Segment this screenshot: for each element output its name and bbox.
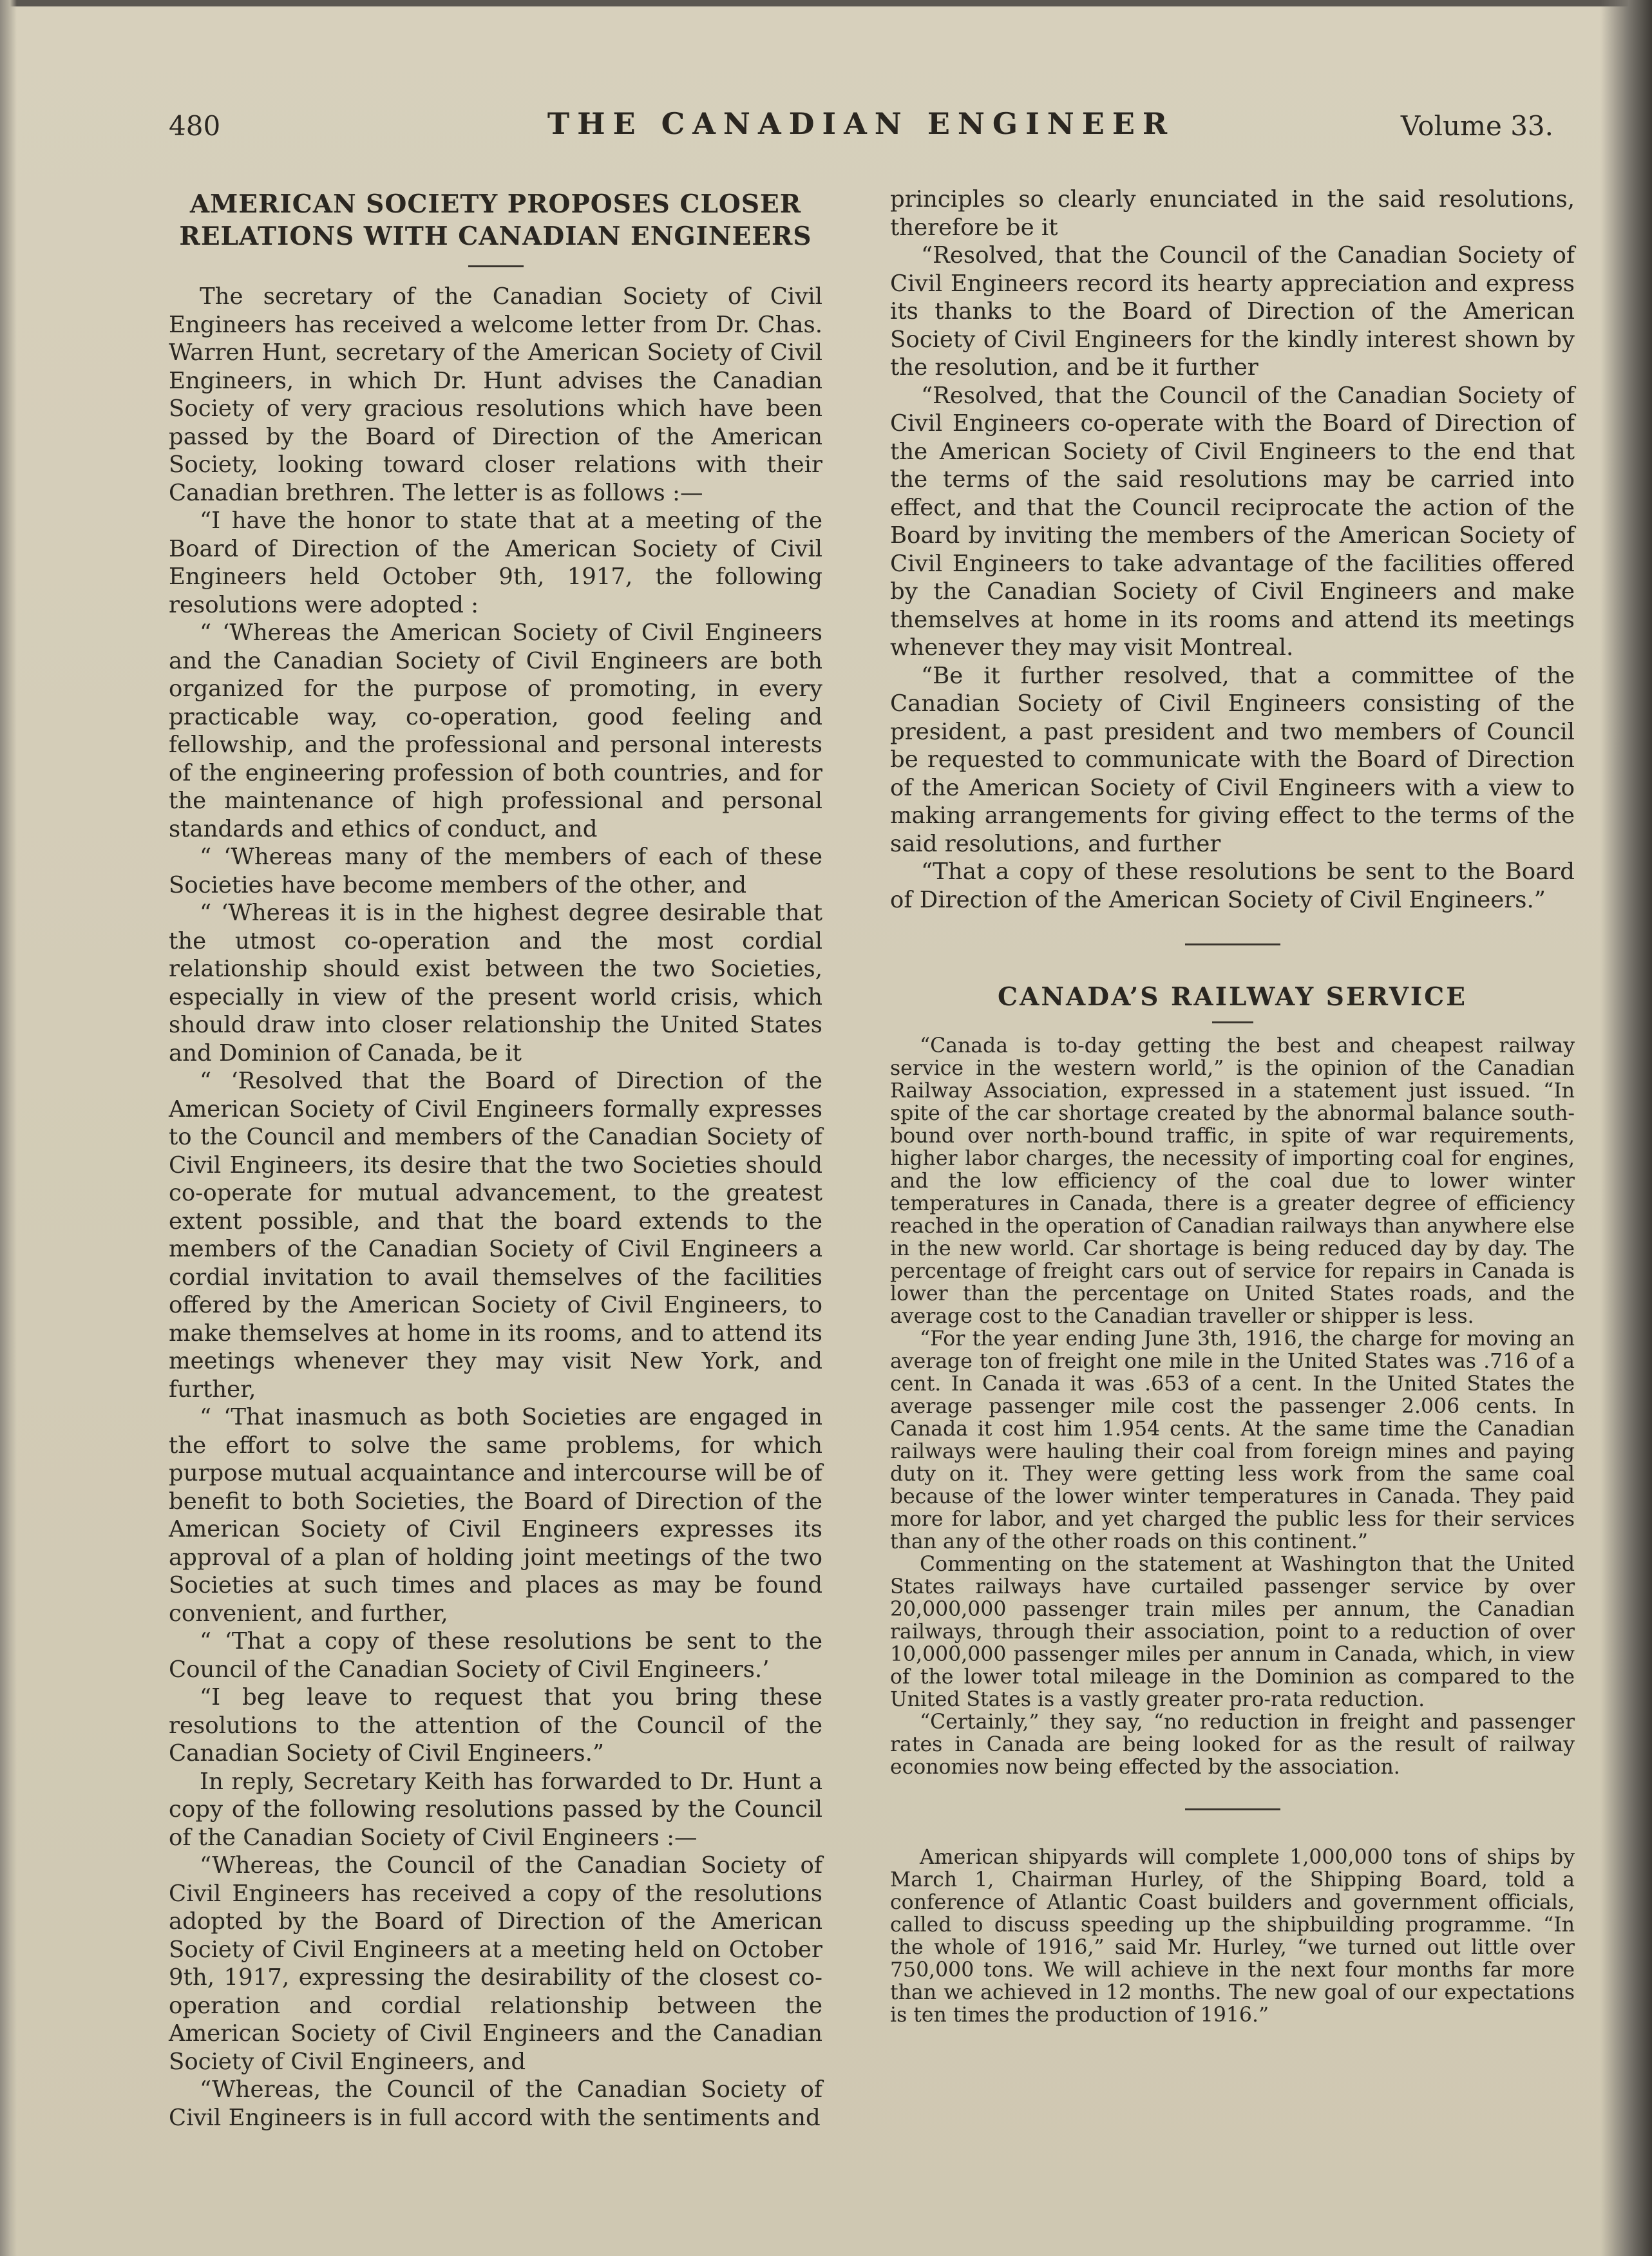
paragraph: “ ‘Whereas the American Society of Civil Engineers and the Canadian Society of Civil Engineers are both organized for the purpose of promoting, in every practicable way, co-operation, good feeling and fellowship, and the professional and personal interests of the engineering profession of both countries, and for the maintenance of high professional and personal standards and ethics of conduct, and [169,620,822,842]
paragraph: “Be it further resolved, that a committee of the Canadian Society of Civil Engineers consisting of the president, a past president and two members of Council be requested to communicate with the Board of Direction of the American Society of Civil Engineers with a view to making arrangements for giving effect to the terms of the said resolutions, and further [890,662,1575,857]
headline-rule [1212,1021,1253,1023]
paragraph: “Certainly,” they say, “no reduction in freight and passenger rates in Canada are being looked for as the result of railway economies now being effected by the association. [890,1711,1575,1779]
paragraph: “Whereas, the Council of the Canadian Society of Civil Engineers has received a copy of the resolutions adopted by the Board of Direction of the American Society of Civil Engineers at a meeting held on October 9th, 1917, expressing the desirability of the closest co-operation and cordial relationship between the American Society of Civil Engineers and the Canadian Society of Civil Engineers, and [169,1852,822,2075]
paragraph: “I have the honor to state that at a meeting of the Board of Direction of the American Society of Civil Engineers held October 9th, 1917, the following resolutions were adopted : [169,507,822,618]
article-body-small [890,1035,1575,2027]
section-divider [1185,1808,1280,1810]
running-head [169,106,1553,151]
paragraph: The secretary of the Canadian Society of Civil Engineers has received a welcome letter from Dr. Chas. Warren Hunt, secretary of the American Society of Civil Engineers, in which Dr. Hunt advises the Canadian Society of very gracious resolutions which have been passed by the Board of Direction of the American Society, looking toward closer relations with their Canadian brethren. The letter is as follows :— [169,283,822,506]
paragraph: “Canada is to-day getting the best and cheapest railway service in the western world,” is the opinion of the Canadian Railway Association, expressed in a statement just issued. “In spite of the car shortage created by the abnormal balance south-bound over north-bound traffic, in spite of war requirements, higher labor charges, the necessity of importing coal for engines, and the low efficiency of the coal due to lower winter temperatures in Canada, there is a greater degree of efficiency reached in the operation of Canadian railways than anywhere else in the new world. Car shortage is being reduced day by day. The percentage of freight cars out of service for repairs in Canada is lower than the percentage on United States roads, and the average cost to the Canadian traveller or shipper is less. [890,1034,1575,1328]
scan-left-edge [0,0,17,2256]
article-headline: AMERICAN SOCIETY PROPOSES CLOSER RELATIONS WITH CANADIAN ENGINEERS [179,189,812,251]
paragraph: “Whereas, the Council of the Canadian Society of Civil Engineers is in full accord with the sentiments and [169,2076,822,2131]
journal-title: THE CANADIAN ENGINEER [547,106,1175,141]
paragraph: “For the year ending June 3th, 1916, the charge for moving an average ton of freight one mile in the United States was .716 of a cent. In Canada it was .653 of a cent. In the United States the average passenger mile cost the passenger 2.006 cents. In Canada it cost him 1.954 cents. At the same time the Canadian railways were hauling their coal from foreign mines and paying duty on it. They were getting less work from the same coal because of the lower winter temperatures in Canada. They paid more for labor, and yet charged the public less for their services than any of the other roads on this continent.” [890,1327,1575,1553]
paragraph: “I beg leave to request that you bring these resolutions to the attention of the Council of the Canadian Society of Civil Engineers.” [169,1684,822,1767]
page-number: 480 [169,110,221,142]
headline-rule [468,265,524,267]
scan-top-edge [0,0,1652,6]
paragraph: “ ‘Whereas many of the members of each of these Societies have become members of the other, and [169,844,822,898]
paragraph: “That a copy of these resolutions be sent to the Board of Direction of the American Society of Civil Engineers.” [890,858,1575,913]
scan-right-edge [1600,0,1652,2256]
paragraph: “ ‘That inasmuch as both Societies are engaged in the effort to solve the same problems, for which purpose mutual acquaintance and intercourse will be of benefit to both Societies, the Board of Direction of the American Society of Civil Engineers expresses its approval of a plan of holding joint meetings of the two Societies at such times and places as may be found convenient, and further, [169,1404,822,1627]
article-headline: CANADA’S RAILWAY SERVICE [998,982,1467,1012]
paragraph: Commenting on the statement at Washington that the United States railways have curtailed passenger service by over 20,000,000 passenger train miles per annum, the Canadian railways, through their association, point to a reduction of over 10,000,000 passenger miles per annum in Canada, which, in view of the lower total mileage in the Dominion as compared to the United States is a vastly greater pro-rata reduction. [890,1553,1575,1711]
paragraph: “Resolved, that the Council of the Canadian Society of Civil Engineers co-operate with the Board of Direction of the American Society of Civil Engineers to the end that the terms of the said resolutions may be carried into effect, and that the Council reciprocate the action of the Board by inviting the members of the American Society of Civil Engineers to take advantage of the facilities offered by the Canadian Society of Civil Engineers and make themselves at home in its rooms and attend its meetings whenever they may visit Montreal. [890,382,1575,661]
paragraph: “ ‘Resolved that the Board of Direction of the American Society of Civil Engineers formally expresses to the Council and members of the Canadian Society of Civil Engineers, its desire that the two Societies should co-operate for mutual advancement, to the greatest extent possible, and that the board extends to the members of the Canadian Society of Civil Engineers a cordial invitation to avail themselves of the facilities offered by the American Society of Civil Engineers, to make themselves at home in its rooms, and to attend its meetings whenever they may visit New York, and further, [169,1068,822,1403]
paragraph: “Resolved, that the Council of the Canadian Society of Civil Engineers record its hearty appreciation and express its thanks to the Board of Direction of the American Society of Civil Engineers for the kindly interest shown by the resolution, and be it further [890,242,1575,381]
paragraph: “ ‘Whereas it is in the highest degree desirable that the utmost co-operation and the most cordial relationship should exist between the two Societies, especially in view of the present world crisis, which should draw into closer relationship the United States and Dominion of Canada, be it [169,900,822,1066]
left-column [169,180,822,2132]
filler-paragraph: American shipyards will complete 1,000,000 tons of ships by March 1, Chairman Hurley, of the Shipping Board, told a conference of Atlantic Coast builders and government officials, called to discuss speeding up the shipbuilding programme. “In the whole of 1916,” said Mr. Hurley, “we turned out little over 750,000 tons. We will achieve in the next four months far more than we achieved in 12 months. The new goal of our expectations is ten times the production of 1916.” [890,1846,1575,2027]
paragraph: principles so clearly enunciated in the said resolutions, therefore be it [890,186,1575,241]
paragraph: “ ‘That a copy of these resolutions be sent to the Council of the Canadian Society of Civil Engineers.’ [169,1628,822,1683]
volume-label: Volume 33. [1400,110,1553,142]
paragraph: In reply, Secretary Keith has forwarded to Dr. Hunt a copy of the following resolutions passed by the Council of the Canadian Society of Civil Engineers :— [169,1768,822,1851]
right-column [890,185,1575,2027]
section-divider [1185,943,1280,945]
